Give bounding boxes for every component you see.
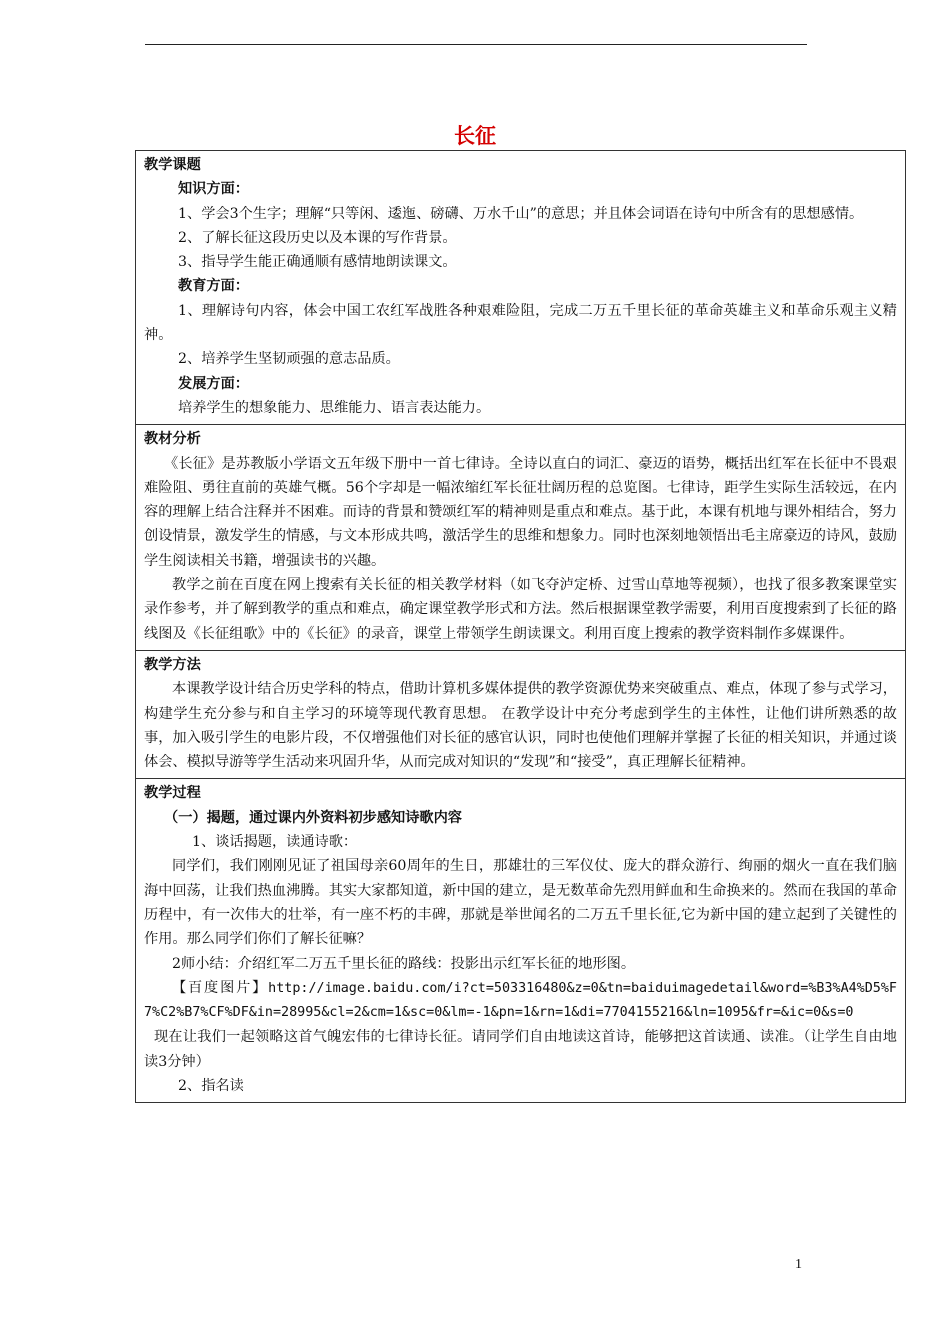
topic-row <box>136 151 906 425</box>
method-cell <box>136 650 906 778</box>
section-heading-method: 教学方法 <box>144 656 201 673</box>
process-substep-2: 2、指名读 <box>178 1077 244 1094</box>
header-rule <box>145 44 807 45</box>
process-row <box>136 779 906 1103</box>
knowledge-item-3: 3、指导学生能正确通顺有感情地朗读课文。 <box>178 254 457 271</box>
analysis-paragraph-2: 教学之前在百度在网上搜索有关长征的相关教学材料（如飞夺泸定桥、过雪山草地等视频），也找了很多教案课堂实录作参考，并了解到教学的重点和难点，确定课堂教学形式和方法。然后根据课堂教学需要，利用百度搜索到了长征的路线图及《长征组歌》中的《长征》的录音，课堂上带领学生朗读课文。利用百度上搜索的教学资料制作多媒课件。 <box>144 577 897 642</box>
knowledge-item-1: 1、学会3个生字；理解“只等闲、逶迤、磅礴、万水千山”的意思；并且体会词语在诗句中所含有的思想感情。 <box>178 205 864 222</box>
method-row <box>136 650 906 778</box>
document-title: 长征 <box>454 124 496 148</box>
method-paragraph-1: 本课教学设计结合历史学科的特点，借助计算机多媒体提供的教学资源优势来突破重点、难点，体现了参与式学习，构建学生充分参与和自主学习的环境等现代教育思想。 在教学设计中充分考虑到学生的主体性，让他们讲所熟悉的故事，加入吸引学生的电影片段，不仅增强他们对长征的感官认识，同时也使他们理解并掌握了长征的相关知识，并通过谈体会、模拟导游等学生活动来巩固升华，从而完成对知识的“发现”和“接受”，真正理解长征精神。 <box>144 681 897 771</box>
development-heading: 发展方面： <box>178 375 249 392</box>
process-paragraph-2: 2师小结：介绍红军二万五千里长征的路线：投影出示红军长征的地形图。 <box>172 955 636 972</box>
topic-cell <box>136 151 906 425</box>
analysis-paragraph-1: 《长征》是苏教版小学语文五年级下册中一首七律诗。全诗以直白的词汇、豪迈的语势，概括出红军在长征中不畏艰难险阻、勇往直前的英雄气概。56个字却是一幅浓缩红军长征壮阔历程的总览图。七律诗，距学生实际生活较远，在内容的理解上结合注释并不困难。而诗的背景和赞颂红军的精神则是重点和难点。基于此，本课有机地与课外相结合，努力创设情景，激发学生的情感，与文本形成共鸣，激活学生的思维和想象力。同时也深刻地领悟出毛主席豪迈的诗风，鼓励学生阅读相关书籍，增强读书的兴趣。 <box>144 455 897 569</box>
process-paragraph-1: 同学们，我们刚刚见证了祖国母亲60周年的生日，那雄壮的三军仪仗、庞大的群众游行、绚丽的烟火一直在我们脑海中回荡，让我们热血沸腾。其实大家都知道，新中国的建立，是无数革命先烈用鲜血和生命换来的。然而在我国的革命历程中，有一次伟大的壮举，有一座不朽的丰碑，那就是举世闻名的二万五千里长征,它为新中国的建立起到了关键性的作用。那么同学们你们了解长征嘛？ <box>144 858 897 948</box>
process-paragraph-3: 现在让我们一起领略这首气魄宏伟的七律诗长征。请同学们自由地读这首诗，能够把这首读通、读准。（让学生自由地读3分钟） <box>144 1029 897 1070</box>
section-heading-analysis: 教材分析 <box>144 431 201 448</box>
baidu-image-link[interactable]: http://image.baidu.com/i?ct=503316480&z=0&tn=baiduimagedetail&word=%B3%A4%D5%F7%C2%B7%CF%DF&in=28995&cl=2&cm=1&sc=0&lm=-1&pn=1&rn=1&di=7704155216&ln=1095&fr=&ic=0&s=0 <box>144 980 897 1021</box>
process-cell <box>136 779 906 1103</box>
education-item-2: 2、培养学生坚韧顽强的意志品质。 <box>178 351 400 368</box>
knowledge-heading: 知识方面： <box>178 181 249 198</box>
process-substep-1: 1、谈话揭题，读通诗歌： <box>192 834 358 851</box>
knowledge-item-2: 2、了解长征这段历史以及本课的写作背景。 <box>178 229 457 246</box>
lesson-plan-table <box>135 150 906 1103</box>
section-heading-topic: 教学课题 <box>144 157 201 173</box>
development-item-1: 培养学生的想象能力、思维能力、语言表达能力。 <box>178 399 491 416</box>
page-number: 1 <box>795 1257 802 1272</box>
education-item-1: 1、理解诗句内容，体会中国工农红军战胜各种艰难险阻，完成二万五千里长征的革命英雄主义和革命乐观主义精神。 <box>144 302 897 344</box>
education-heading: 教育方面： <box>178 278 249 295</box>
process-step-1-heading: （一）揭题，通过课内外资料初步感知诗歌内容 <box>164 809 462 826</box>
section-heading-process: 教学过程 <box>144 785 201 802</box>
analysis-cell <box>136 425 906 651</box>
baidu-image-label: 【百度图片】 <box>172 979 269 996</box>
analysis-row <box>136 425 906 651</box>
baidu-image-link-line <box>144 976 897 1026</box>
